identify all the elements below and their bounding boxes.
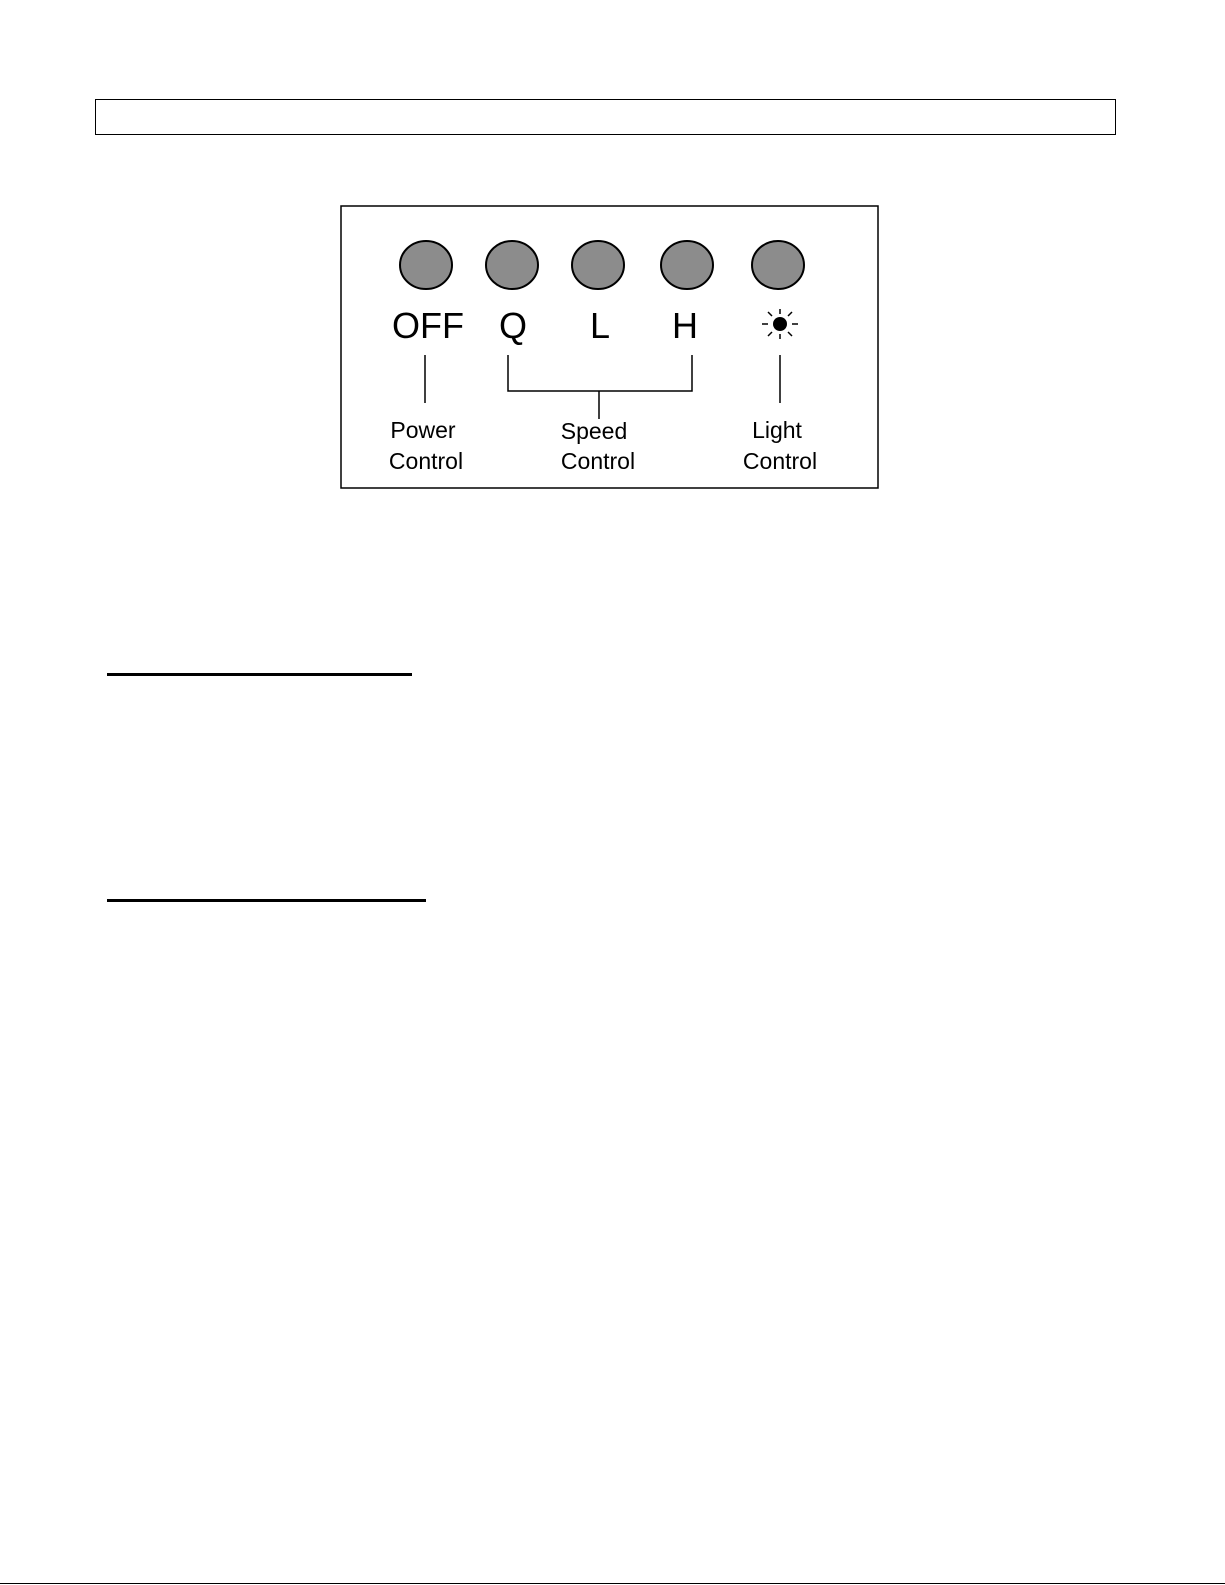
- control-panel-diagram: [340, 205, 880, 490]
- section-divider-2: [107, 899, 426, 902]
- section-divider-1: [107, 673, 412, 676]
- high-symbol: H: [672, 305, 698, 346]
- power-label-line1: Power: [390, 417, 456, 443]
- quiet-speed-button[interactable]: [486, 241, 538, 289]
- header-box: [95, 99, 1116, 135]
- speed-label-line2: Control: [560, 448, 636, 474]
- quiet-symbol: Q: [498, 305, 528, 346]
- low-symbol: L: [589, 305, 611, 346]
- low-speed-button[interactable]: [572, 241, 624, 289]
- power-label-line2: Control: [388, 448, 464, 474]
- light-button[interactable]: [752, 241, 804, 289]
- light-label-line2: Control: [742, 448, 818, 474]
- page-bottom-rule: [0, 1583, 1225, 1584]
- speed-label-line1: Speed: [560, 418, 628, 444]
- light-label-line1: Light: [752, 417, 802, 443]
- control-panel-svg: [340, 205, 880, 490]
- high-speed-button[interactable]: [661, 241, 713, 289]
- off-symbol: OFF: [392, 305, 464, 346]
- off-button[interactable]: [400, 241, 452, 289]
